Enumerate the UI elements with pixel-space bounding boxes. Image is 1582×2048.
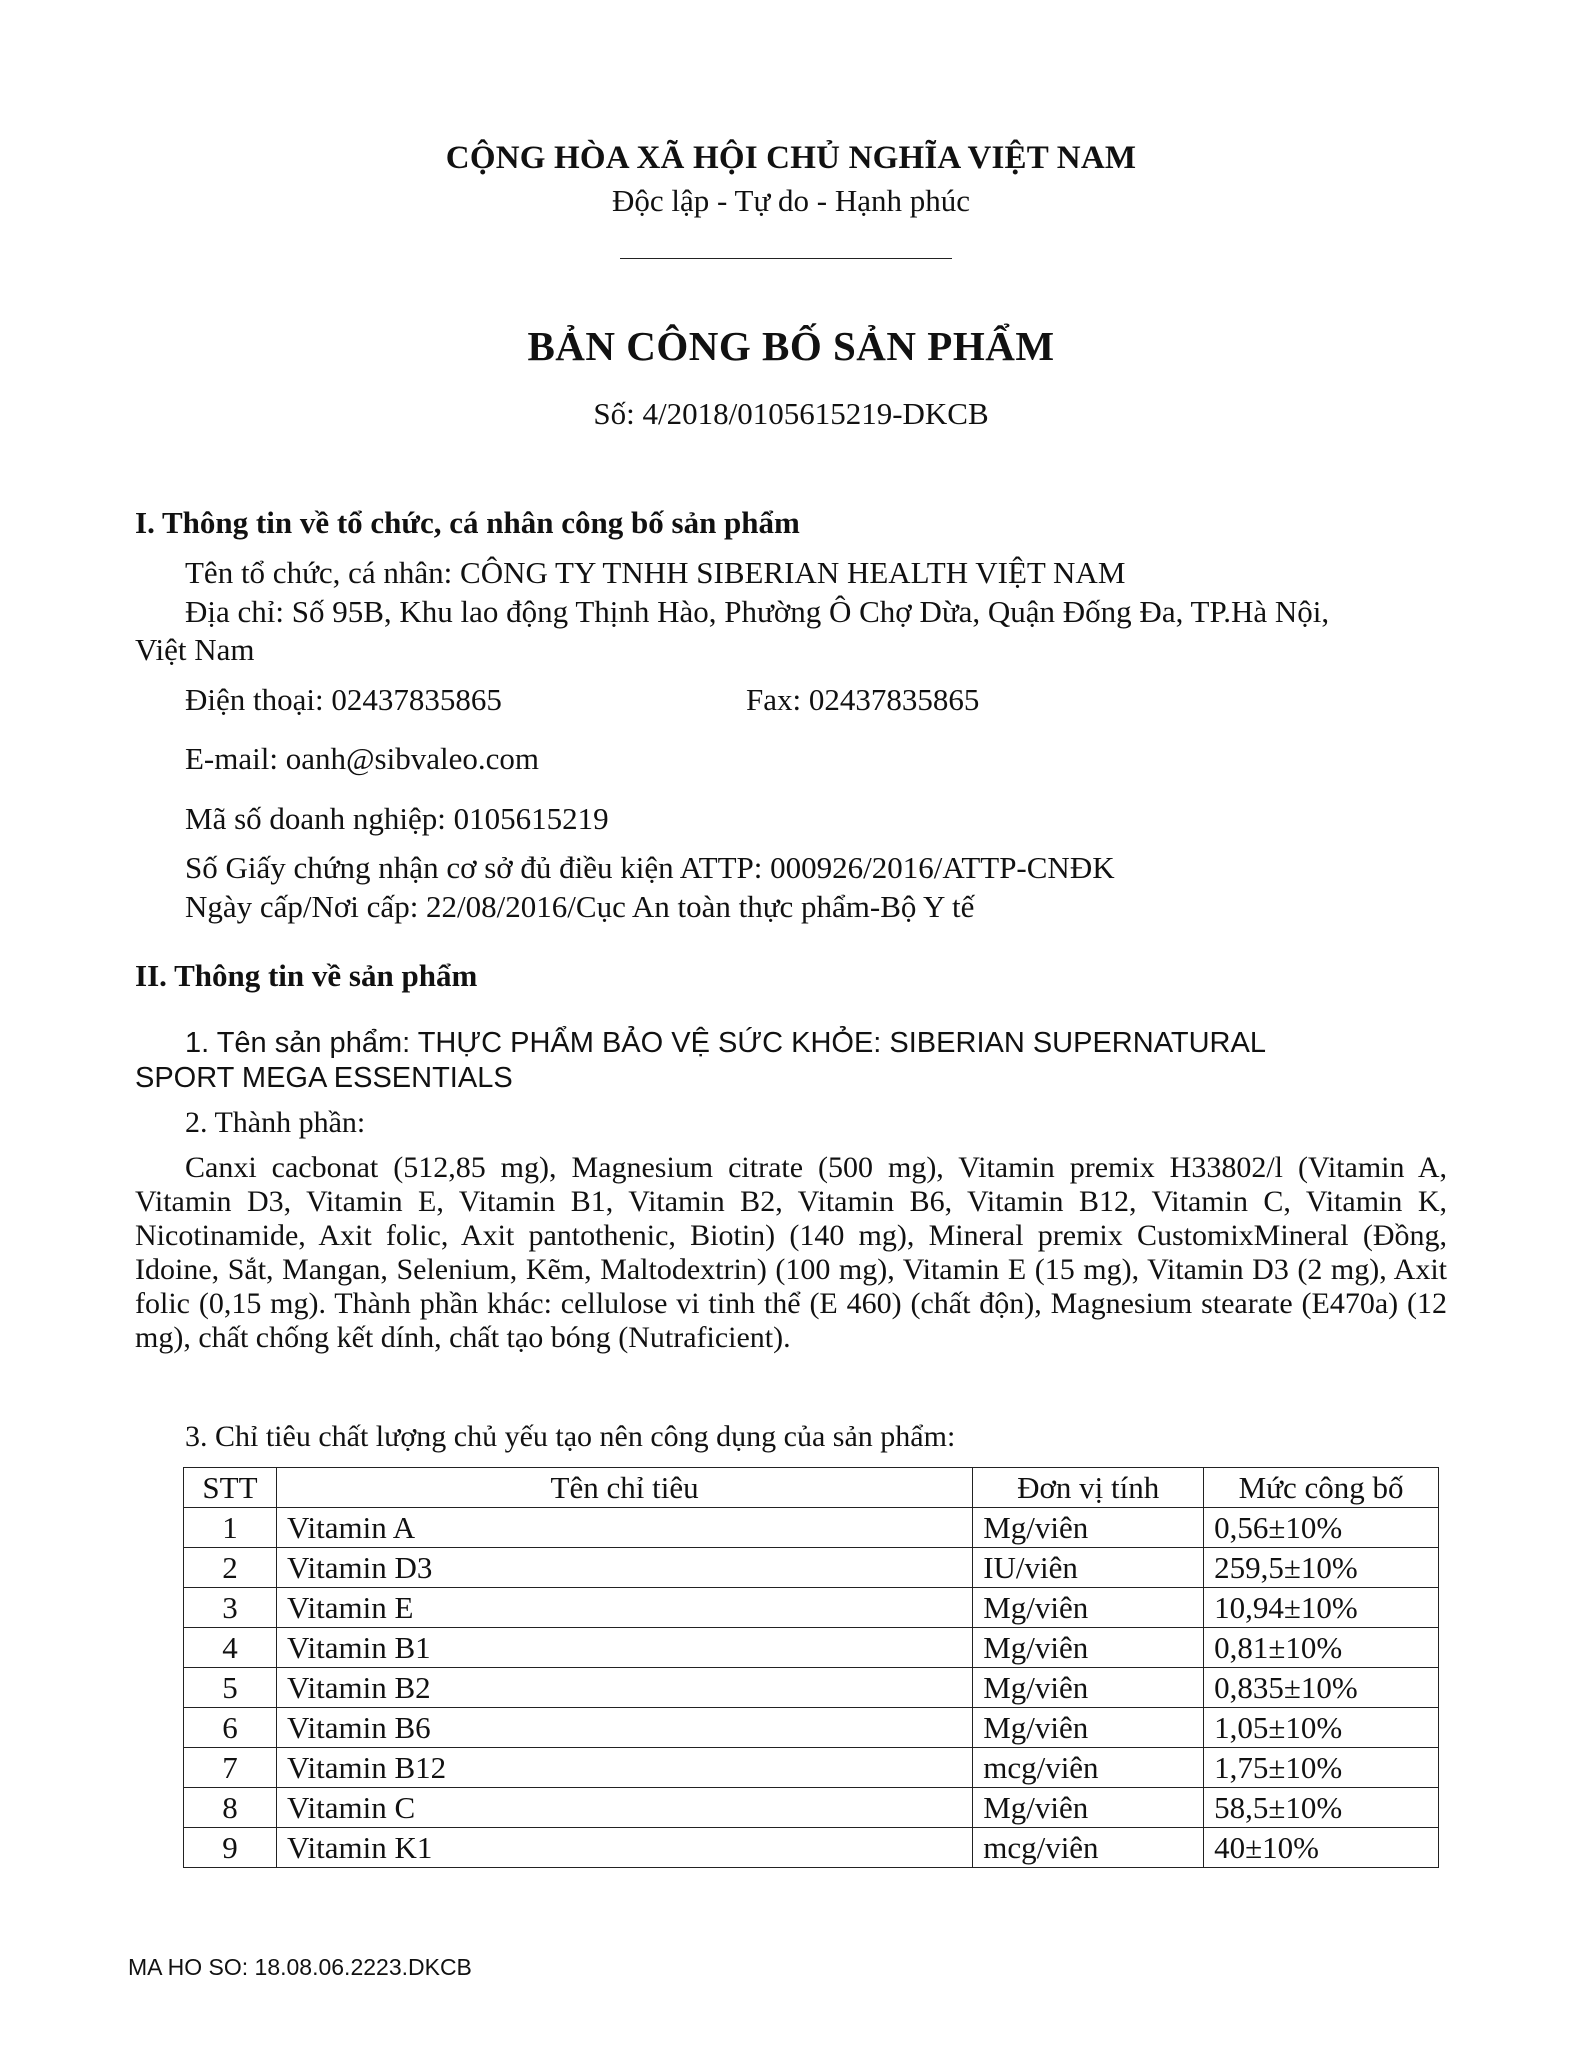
cell-unit: Mg/viên (973, 1708, 1204, 1748)
certificate-number: Số Giấy chứng nhận cơ sở đủ điều kiện ATTP: 000926/2016/ATTP-CNĐK (185, 850, 1115, 885)
column-header-value: Mức công bố (1204, 1468, 1439, 1508)
document-number: Số: 4/2018/0105615219-DKCB (593, 396, 989, 431)
cell-value: 0,56±10% (1204, 1508, 1439, 1548)
cell-stt: 6 (184, 1708, 277, 1748)
tax-code: Mã số doanh nghiệp: 0105615219 (185, 801, 609, 836)
cell-name: Vitamin B6 (276, 1708, 972, 1748)
cell-value: 1,75±10% (1204, 1748, 1439, 1788)
cell-name: Vitamin D3 (276, 1548, 972, 1588)
ingredients-label: 2. Thành phần: (185, 1106, 366, 1139)
organization-name: Tên tổ chức, cá nhân: CÔNG TY TNHH SIBERIAN HEALTH VIỆT NAM (185, 555, 1126, 590)
column-header-name: Tên chỉ tiêu (276, 1468, 972, 1508)
dossier-code: MA HO SO: 18.08.06.2223.DKCB (128, 1954, 472, 1980)
cell-unit: Mg/viên (973, 1668, 1204, 1708)
product-name-line-1: 1. Tên sản phẩm: THỰC PHẨM BẢO VỆ SỨC KHỎE: SIBERIAN SUPERNATURAL (185, 1027, 1266, 1059)
table-row (184, 1628, 1439, 1668)
cell-unit: Mg/viên (973, 1788, 1204, 1828)
table-row (184, 1708, 1439, 1748)
table-row (184, 1788, 1439, 1828)
cell-value: 10,94±10% (1204, 1588, 1439, 1628)
national-title: CỘNG HÒA XÃ HỘI CHỦ NGHĨA VIỆT NAM (445, 140, 1137, 176)
table-row (184, 1668, 1439, 1708)
cell-unit: Mg/viên (973, 1588, 1204, 1628)
cell-name: Vitamin B1 (276, 1628, 972, 1668)
cell-stt: 8 (184, 1788, 277, 1828)
table-row (184, 1588, 1439, 1628)
cell-value: 1,05±10% (1204, 1708, 1439, 1748)
cell-value: 40±10% (1204, 1828, 1439, 1868)
column-header-unit: Đơn vị tính (973, 1468, 1204, 1508)
cell-stt: 4 (184, 1628, 277, 1668)
column-header-stt: STT (184, 1468, 277, 1508)
cell-value: 58,5±10% (1204, 1788, 1439, 1828)
email-address: E-mail: oanh@sibvaleo.com (185, 741, 539, 776)
cell-value: 0,835±10% (1204, 1668, 1439, 1708)
phone-number: Điện thoại: 02437835865 (185, 682, 502, 717)
section-1-heading: I. Thông tin về tổ chức, cá nhân công bố sản phẩm (135, 505, 800, 540)
address-line-2: Việt Nam (135, 632, 255, 667)
cell-unit: Mg/viên (973, 1628, 1204, 1668)
national-motto: Độc lập - Tự do - Hạnh phúc (612, 183, 970, 218)
table-header-row (184, 1468, 1439, 1508)
cell-unit: IU/viên (973, 1548, 1204, 1588)
cell-stt: 7 (184, 1748, 277, 1788)
product-name-line-2: SPORT MEGA ESSENTIALS (135, 1062, 513, 1094)
table-row (184, 1508, 1439, 1548)
address-line-1: Địa chỉ: Số 95B, Khu lao động Thịnh Hào, Phường Ô Chợ Dừa, Quận Đống Đa, TP.Hà Nội, (185, 594, 1330, 629)
fax-number: Fax: 02437835865 (746, 682, 980, 717)
document-title: BẢN CÔNG BỐ SẢN PHẨM (527, 323, 1055, 369)
quality-table (183, 1467, 1439, 1868)
cell-value: 0,81±10% (1204, 1628, 1439, 1668)
cell-stt: 3 (184, 1588, 277, 1628)
cell-stt: 1 (184, 1508, 277, 1548)
section-2-heading: II. Thông tin về sản phẩm (135, 958, 478, 993)
cell-name: Vitamin A (276, 1508, 972, 1548)
cell-unit: mcg/viên (973, 1828, 1204, 1868)
cell-unit: mcg/viên (973, 1748, 1204, 1788)
table-row (184, 1748, 1439, 1788)
ingredients-text: Canxi cacbonat (512,85 mg), Magnesium citrate (500 mg), Vitamin premix H33802/l (Vitamin A, Vitamin D3, Vitamin E, Vitamin B1, Vitamin B2, Vitamin B6, Vitamin B12, Vitamin C, Vitamin K, Nicotinamide, Axit folic, Axit pantothenic, Biotin) (140 mg), Mineral premix CustomixMineral (Đồng, Idoine, Sắt, Mangan, Selenium, Kẽm, Maltodextrin) (100 mg), Vitamin E (15 mg), Vitamin D3 (2 mg), Axit folic (0,15 mg). Thành phần khác: cellulose vi tinh thể (E 460) (chất độn), Magnesium stearate (E470a) (12 mg), chất chống kết dính, chất tạo bóng (Nutraficient). (135, 1151, 1447, 1354)
cell-name: Vitamin C (276, 1788, 972, 1828)
cell-stt: 5 (184, 1668, 277, 1708)
issue-info: Ngày cấp/Nơi cấp: 22/08/2016/Cục An toàn thực phẩm-Bộ Y tế (185, 889, 975, 924)
cell-value: 259,5±10% (1204, 1548, 1439, 1588)
header-divider (620, 258, 952, 259)
cell-name: Vitamin B12 (276, 1748, 972, 1788)
cell-unit: Mg/viên (973, 1508, 1204, 1548)
ingredients-paragraph (135, 1151, 1447, 1355)
table-row (184, 1828, 1439, 1868)
cell-stt: 9 (184, 1828, 277, 1868)
quality-label: 3. Chỉ tiêu chất lượng chủ yếu tạo nên công dụng của sản phẩm: (185, 1420, 956, 1453)
table-row (184, 1548, 1439, 1588)
cell-name: Vitamin E (276, 1588, 972, 1628)
cell-name: Vitamin K1 (276, 1828, 972, 1868)
cell-name: Vitamin B2 (276, 1668, 972, 1708)
cell-stt: 2 (184, 1548, 277, 1588)
